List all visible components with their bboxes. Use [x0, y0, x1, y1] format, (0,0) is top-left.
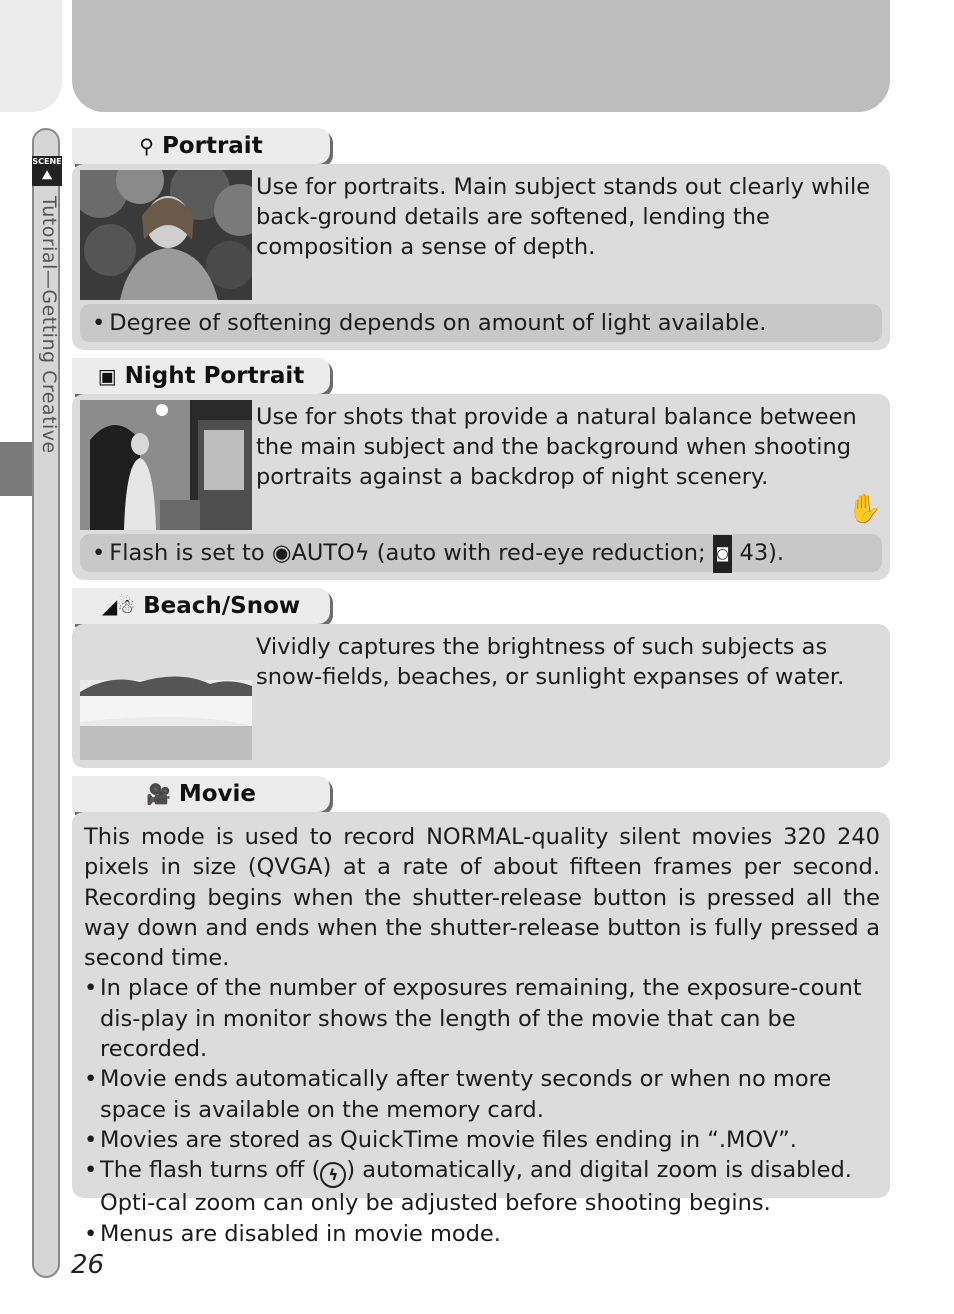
beach-snow-panel: [72, 624, 890, 768]
beach-photo: [80, 630, 252, 760]
portrait-icon: ⚲: [139, 134, 154, 158]
scene-badge-label: SCENE: [32, 157, 62, 166]
beach-snow-icon: ◢☃: [101, 594, 136, 618]
beach-snow-heading: [72, 588, 330, 624]
list-item: • In place of the number of exposures remaining, the exposure-count dis-play in monitor shows the length of the movie that can be recorded.: [84, 973, 880, 1064]
portrait-title: Portrait: [161, 133, 263, 159]
flash-bullet-prefix: The flash turns off (: [100, 1157, 321, 1184]
top-left-tab: [0, 0, 62, 112]
movie-intro: This mode is used to record NORMAL-quality silent movies 320 240 pixels in size (QVGA) at a rate of about fifteen frames per second. Recording begins when the shutter-release button is pressed all the way down and ends when the shutter-release button is fully pressed a second time.: [84, 824, 880, 972]
list-item: [84, 1155, 880, 1218]
portrait-description: Use for portraits. Main subject stands out clearly while back-ground details are softened, lending the composition a sense of depth.: [256, 174, 871, 260]
portrait-note-text: Degree of softening depends on amount of light available.: [109, 310, 767, 336]
portrait-note: • Degree of softening depends on amount of light available.: [80, 304, 882, 342]
night-portrait-note: • Flash is set to ◉AUTOϟ (auto with red-eye reduction; ◙ 43).: [80, 534, 882, 572]
portrait-panel: [72, 164, 890, 350]
night-portrait-heading: [72, 358, 330, 394]
scene-mode-icon: SCENE ⛰: [32, 156, 62, 186]
portrait-heading: [72, 128, 330, 164]
movie-title: Movie: [178, 781, 257, 807]
movie-bullet-list: [84, 973, 880, 1248]
chapter-label: Tutorial—Getting Creative: [38, 196, 60, 454]
movie-camera-icon: 🎥: [145, 782, 171, 806]
list-item: • Movie ends automatically after twenty seconds or when no more space is available on the memory card.: [84, 1064, 880, 1125]
list-item: • Menus are disabled in movie mode.: [84, 1219, 880, 1249]
flash-icon: ϟ: [354, 540, 370, 566]
flash-mode-label: AUTO: [291, 540, 355, 566]
hand-shake-icon: ✋: [847, 492, 882, 525]
night-portrait-title: Night Portrait: [124, 363, 305, 389]
movie-panel: [72, 812, 890, 1247]
night-portrait-description: Use for shots that provide a natural balance between the main subject and the background when shooting portraits against a backdrop of night scenery.: [256, 404, 857, 490]
flash-off-icon: ϟ: [320, 1162, 346, 1188]
night-portrait-icon: ▣: [97, 364, 117, 388]
night-note-prefix: Flash is set to: [109, 540, 265, 566]
movie-heading: [72, 776, 330, 812]
flash-bullet-suffix: ) automatically, and digital zoom is disabled. Opti-cal zoom can only be adjusted before shooting begins.: [100, 1157, 852, 1217]
portrait-photo: [80, 170, 252, 300]
red-eye-icon: ◉: [271, 540, 292, 566]
section-marker: [0, 442, 34, 496]
movie-body: [84, 822, 880, 1249]
header-banner: [72, 0, 890, 112]
night-note-suffix: (auto with red-eye reduction;: [376, 540, 706, 566]
night-portrait-panel: [72, 394, 890, 580]
list-item: • Movies are stored as QuickTime movie files ending in “.MOV”.: [84, 1125, 880, 1155]
night-portrait-photo: [80, 400, 252, 530]
page-number: 26: [71, 1250, 105, 1280]
page-reference-icon: ◙: [713, 535, 733, 573]
night-note-ref: 43).: [739, 540, 785, 566]
beach-snow-description: Vividly captures the brightness of such subjects as snow-fields, beaches, or sunlight expanses of water.: [256, 634, 845, 690]
beach-snow-title: Beach/Snow: [143, 593, 301, 619]
